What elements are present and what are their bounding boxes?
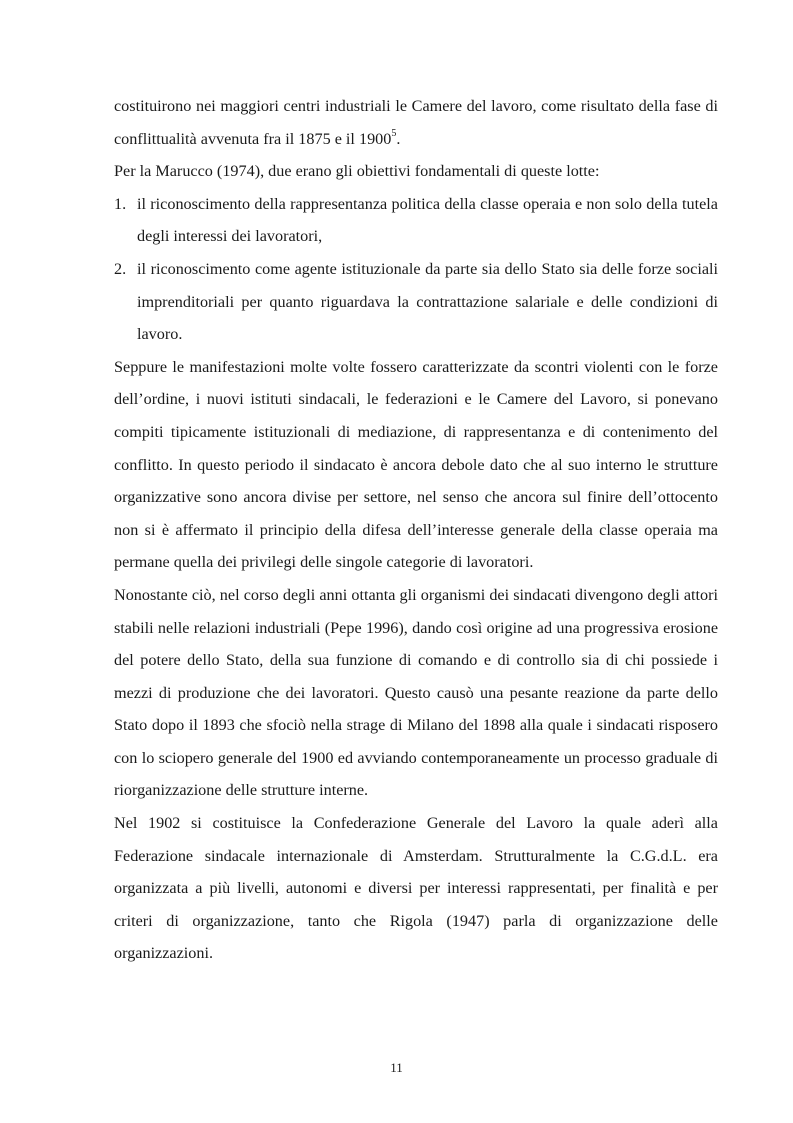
paragraph-1-text: costituirono nei maggiori centri industriali le Camere del lavoro, come risultato della fase di conflittualità avvenuta fra il 1875 e il 1900 [114,97,718,148]
list-item-text: il riconoscimento della rappresentanza politica della classe operaia e non solo della tutela degli interessi dei lavoratori, [137,194,718,246]
footnote-ref[interactable]: 5 [391,128,397,140]
paragraph-1-tail: . [396,129,401,148]
paragraph-3: Seppure le manifestazioni molte volte fossero caratterizzate da scontri violenti con le forze dell’ordine, i nuovi istituti sindacali, le federazioni e le Camere del Lavoro, si ponevano compiti tipicamente istituzionali di mediazione, di rappresentanza e di contenimento del conflitto. In questo periodo il sindacato è ancora debole dato che al suo interno le strutture organizzative sono ancora divise per settore, nel senso che ancora sul finire dell’ottocento non si è affermato il principio della difesa dell’interesse generale della classe operaia ma permane quella dei privilegi delle singole categorie di lavoratori. [114,357,718,572]
numbered-list [114,188,718,351]
document-body [114,90,718,970]
paragraph-2: Per la Marucco (1974), due erano gli obiettivi fondamentali di queste lotte: [114,162,600,181]
paragraph-1 [114,90,718,155]
paragraph-5: Nel 1902 si costituisce la Confederazione Generale del Lavoro la quale aderì alla Federazione sindacale internazionale di Amsterdam. Strutturalmente la C.G.d.L. era organizzata a più livelli, autonomi e diversi per interessi rappresentati, per finalità e per criteri di organizzazione, tanto che Rigola (1947) parla di organizzazione delle organizzazioni. [114,814,718,963]
list-item [114,188,718,253]
list-item-text: il riconoscimento come agente istituzionale da parte sia dello Stato sia delle forze sociali imprenditoriali per quanto riguardava la contrattazione salariale e delle condizioni di lavoro. [137,259,718,344]
list-item-number: 2. [114,259,127,278]
list-item [114,253,718,351]
page-number: 11 [390,1060,403,1075]
paragraph-4: Nonostante ciò, nel corso degli anni ottanta gli organismi dei sindacati divengono degli attori stabili nelle relazioni industriali (Pepe 1996), dando così origine ad una progressiva erosione del potere dello Stato, della sua funzione di comando e di controllo sia di chi possiede i mezzi di produzione che dei lavoratori. Questo causò una pesante reazione da parte dello Stato dopo il 1893 che sfociò nella strage di Milano del 1898 alla quale i sindacati risposero con lo sciopero generale del 1900 ed avviando contemporaneamente un processo graduale di riorganizzazione delle strutture interne. [114,585,718,800]
list-item-number: 1. [114,194,127,213]
